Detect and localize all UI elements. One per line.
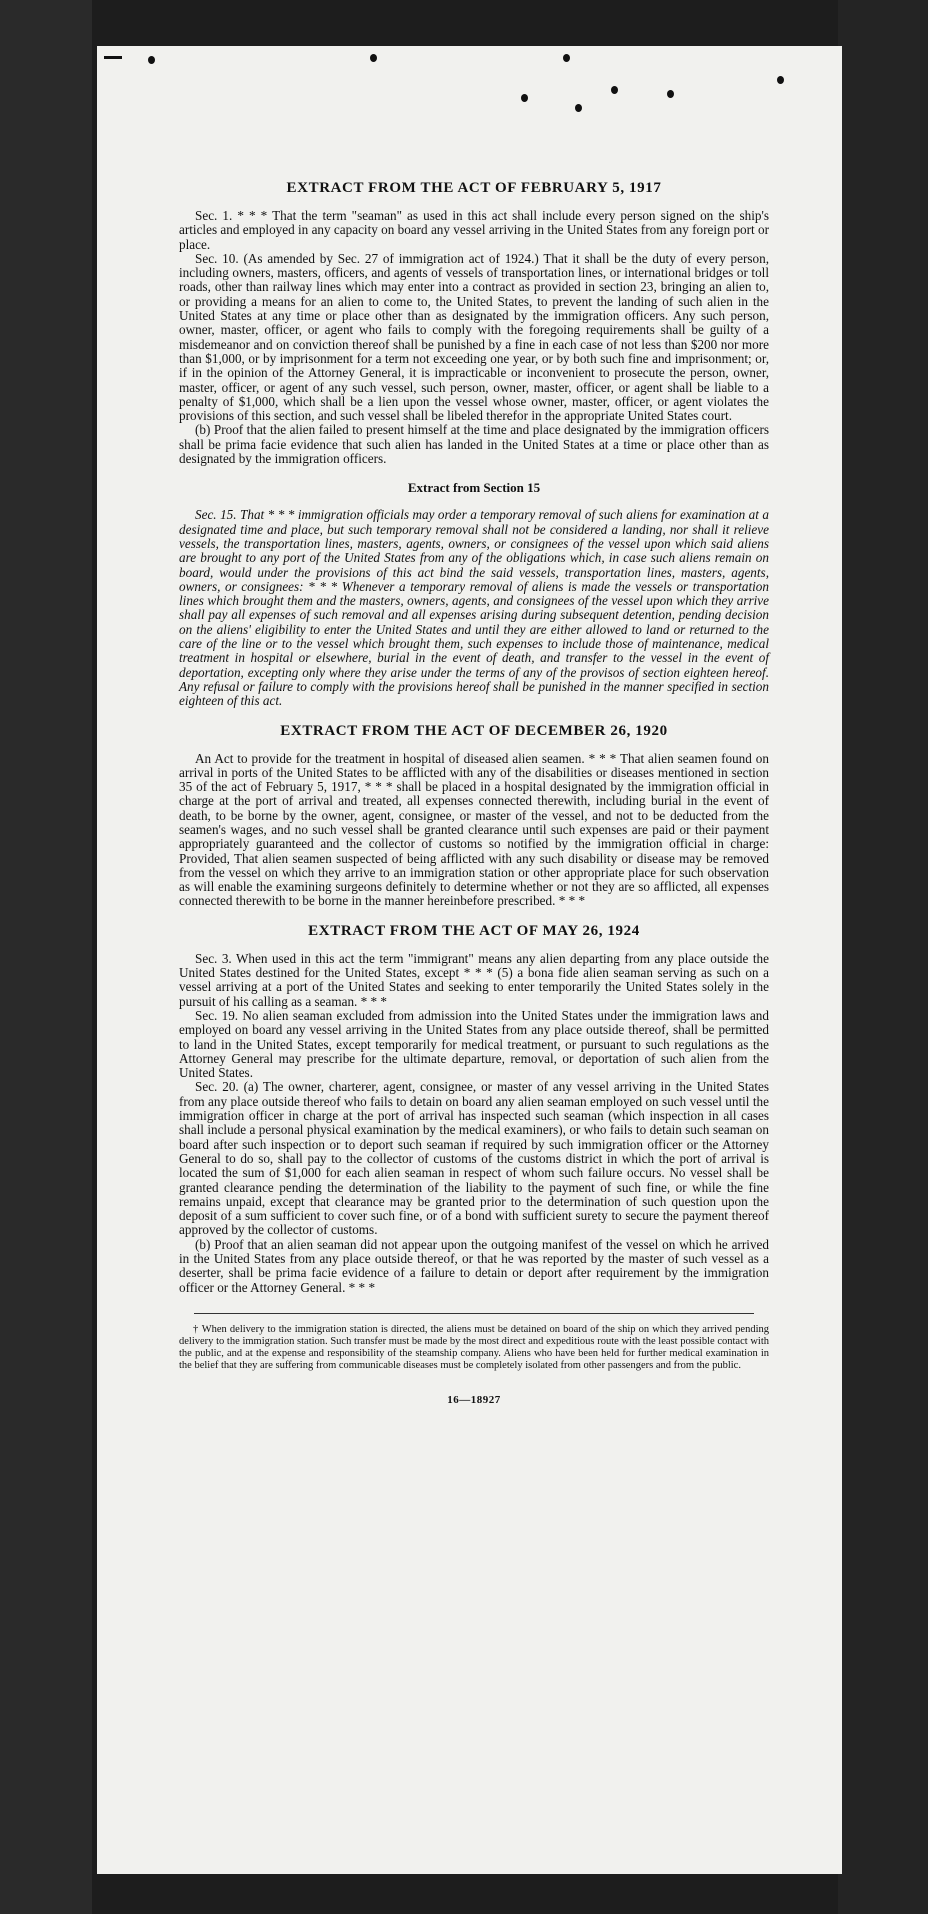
scan-speck bbox=[611, 86, 618, 94]
scan-speck bbox=[370, 54, 377, 62]
section-extract-section-15 bbox=[179, 480, 769, 708]
scan-speck bbox=[521, 94, 528, 102]
paragraph: An Act to provide for the treatment in hospital of diseased alien seamen. * * * That alien seamen found on arrival in ports of the United States to be afflicted with any of the disabilities or diseases mentioned in section 35 of the act of February 5, 1917, * * * shall be placed in a hospital designated by the immigration official in charge at the port of arrival and treated, all expenses connected therewith, including burial in the event of death, to be borne by the owner, agent, consignee, or master of the vessel, and not to be deducted from the seamen's wages, and no such vessel shall be granted clearance until such expenses are paid or their payment appropriately guaranteed and the collector of customs so notified by the immigration official in charge: Provided, That alien seamen suspected of being afflicted with any such disability or disease may be removed from the vessel on which they arrive to an immigration station or other appropriate place for such observation as will enable the examining surgeons definitely to determine whether or not they are so afflicted, all expenses connected therewith to be borne in the manner hereinbefore prescribed. * * * bbox=[179, 750, 769, 909]
scan-speck bbox=[667, 90, 674, 98]
section-heading: EXTRACT FROM THE ACT OF MAY 26, 1924 bbox=[308, 922, 640, 939]
scan-background-left bbox=[0, 0, 92, 1914]
page-number: 16—18927 bbox=[447, 1393, 501, 1406]
section-act-feb-1917 bbox=[179, 180, 769, 466]
paragraph: Sec. 19. No alien seaman excluded from admission into the United States under the immigration laws and employed on board any vessel arriving in the United States from any place outside thereof, shall be permitted to land in the United States, except temporarily for medical treatment, or pursuant to such regulations as the Attorney General may prescribe for the ultimate departure, removal, or deportation of such alien from the United States. bbox=[179, 1007, 769, 1081]
section-act-dec-1920 bbox=[179, 723, 769, 909]
section-heading: EXTRACT FROM THE ACT OF FEBRUARY 5, 1917 bbox=[286, 180, 662, 196]
scan-speck bbox=[575, 104, 582, 112]
scan-speck bbox=[777, 76, 784, 84]
scan-speck bbox=[148, 56, 155, 64]
paragraph: (b) Proof that an alien seaman did not appear upon the outgoing manifest of the vessel on which he arrived in the United States from any place outside thereof, or that he was reported by the master of such vessel as a deserter, shall be prima facie evidence of a failure to detain or deport after requirement by the immigration officer or the Attorney General. * * * bbox=[179, 1236, 769, 1295]
footnote: † When delivery to the immigration station is directed, the aliens must be detained on board of the ship on which they arrived pending delivery to the immigration station. Such transfer must be made by the most direct and expeditious route with the least possible contact with the public, and at the expense and responsibility of the steamship company. Aliens who have been held for further medical examination in the belief that they are suffering from communicable diseases must be completely isolated from other passengers and from the public. bbox=[179, 1323, 769, 1371]
scan-mark bbox=[104, 56, 122, 59]
footnote-divider bbox=[194, 1313, 754, 1314]
section-subheading: Extract from Section 15 bbox=[407, 480, 541, 496]
paragraph: Sec. 1. * * * That the term "seaman" as used in this act shall include every person signed on the ship's articles and employed in any capacity on board any vessel arriving in the United States from any foreign port or place. bbox=[179, 208, 769, 252]
paragraph: (b) Proof that the alien failed to present himself at the time and place designated by the immigration officers shall be prima facie evidence that such alien has landed in the United States at a time or place other than as designated by the immigration officers. bbox=[179, 422, 769, 467]
italic-paragraph: Sec. 15. That * * * immigration officials may order a temporary removal of such aliens for examination at a designated time and place, but such temporary removal shall not be considered a landing, nor shall it relieve vessels, the transportation lines, masters, agents, owners, or consignees of the vessel upon which said aliens are brought to any port of the United States from any of the obligations which, in case such aliens remain on board, would under the provisions of this act bind the said vessels, transportation lines, masters, agents, owners, or consignees: * * * Whenever a temporary removal of aliens is made the vessels or transportation lines which brought them and the masters, owners, agents, and consignees of the vessel upon which they arrive shall pay all expenses of such removal and all expenses arising during subsequent detention, pending decision on the aliens' eligibility to enter the United States and until they are either allowed to land or returned to the care of the line or to the vessel which brought them, such expenses to include those of maintenance, medical treatment in hospital or elsewhere, burial in the event of death, and transfer to the vessel in the event of deportation, excepting only where they arise under the terms of any of the provisos of section eighteen hereof. Any refusal or failure to comply with the provisions hereof shall be punished in the manner specified in section eighteen of this act. bbox=[179, 507, 769, 709]
document-body bbox=[179, 180, 769, 1406]
scan-speck bbox=[563, 54, 570, 62]
paragraph: Sec. 10. (As amended by Sec. 27 of immigration act of 1924.) That it shall be the duty of every person, including owners, masters, officers, and agents of vessels of transportation lines, or international bridges or toll roads, other than railway lines which may enter into a contract as provided in section 23, bringing an alien to, or providing a means for an alien to come to, the United States, to prevent the landing of such alien in the United States at any time or place other than as designated by the immigration officers. Any such person, owner, master, officer, or agent who fails to comply with the foregoing requirements shall be guilty of a misdemeanor and on conviction thereof shall be punished by a fine in each case of not less than $200 nor more than $1,000, or by imprisonment for a term not exceeding one year, or by both such fine and imprisonment; or, if in the opinion of the Attorney General, it is impracticable or inconvenient to prosecute the person, owner, master, officer, or agent of any such vessel, such person, owner, master, officer, or agent shall be liable to a penalty of $1,000, which shall be a lien upon the vessel whose owner, master, officer, or agent violates the provisions of this section, and such vessel shall be libeled therefor in the appropriate United States court. bbox=[179, 250, 769, 424]
paragraph: Sec. 3. When used in this act the term "immigrant" means any alien departing from any place outside the United States destined for the United States, except * * * (5) a bona fide alien seaman serving as such on a vessel arriving at a port of the United States and seeking to enter temporarily the United States solely in the pursuit of his calling as a seaman. * * * bbox=[179, 950, 769, 1009]
paragraph: Sec. 20. (a) The owner, charterer, agent, consignee, or master of any vessel arriving in the United States from any place outside thereof who fails to detain on board any alien seaman employed on such vessel until the immigration officer in charge at the port of arrival has inspected such seaman (which inspection in all cases shall include a personal physical examination by the medical examiners), or who fails to detain such seaman on board after such inspection or to deport such seaman if required by such immigration officer or the Attorney General to do so, shall pay to the collector of customs of the customs district in which the port of arrival is located the sum of $1,000 for each alien seaman in respect of whom such failure occurs. No vessel shall be granted clearance pending the determination of the liability to the payment of such fine, or while the fine remains unpaid, except that clearance may be granted prior to the determination of such question upon the deposit of a sum sufficient to cover such fine, or of a bond with sufficient surety to secure the payment thereof approved by the collector of customs. bbox=[179, 1079, 769, 1238]
document-page bbox=[97, 46, 842, 1874]
section-heading: EXTRACT FROM THE ACT OF DECEMBER 26, 1920 bbox=[280, 722, 668, 739]
scan-background-right bbox=[838, 0, 928, 1914]
section-act-may-1924 bbox=[179, 923, 769, 1295]
